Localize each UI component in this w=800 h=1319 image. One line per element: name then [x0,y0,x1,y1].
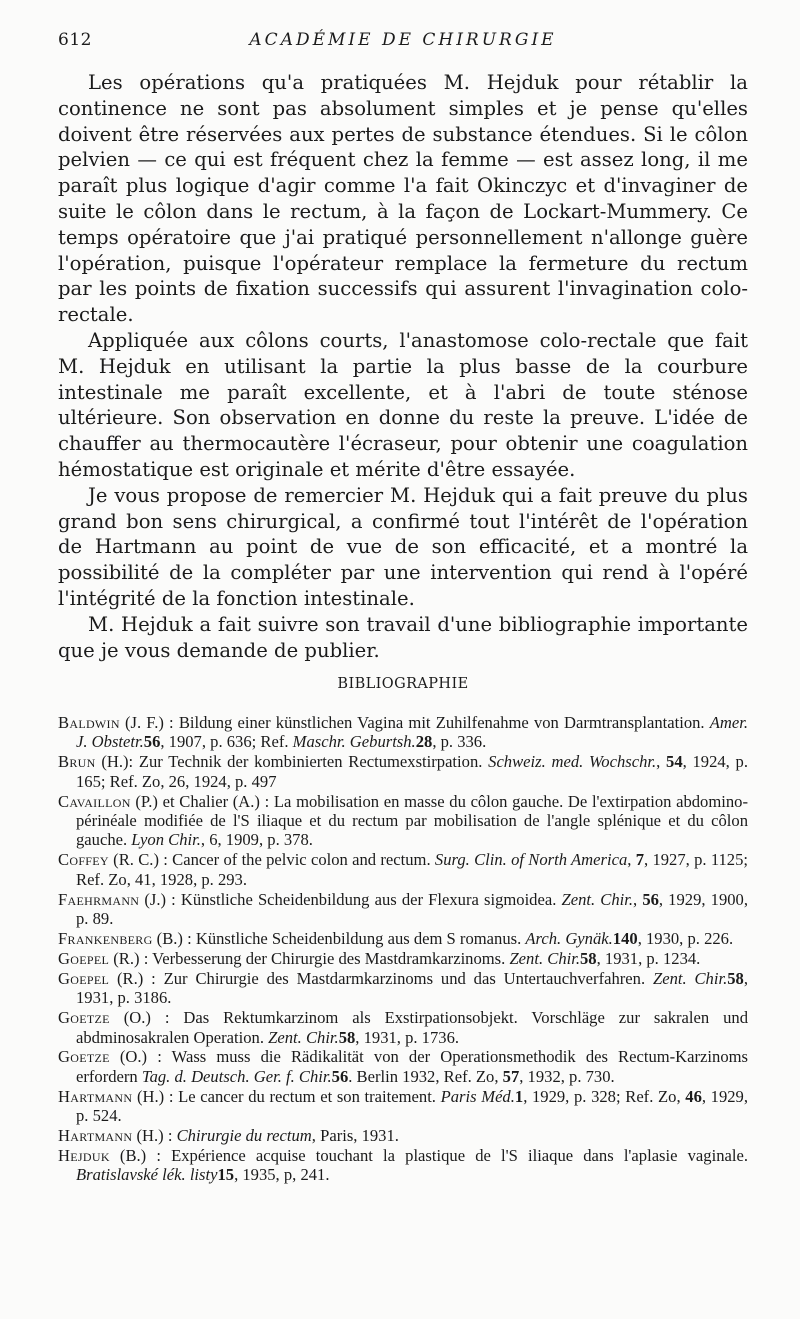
bib-author: Goepel [58,968,110,988]
bib-text: (J.) : Künstliche Scheidenbildung aus der Flexura sigmoidea. [139,889,562,909]
bibliography-entry [58,929,748,948]
bibliography-entry [58,713,748,752]
bib-text: , [633,889,643,909]
header-title: ACADÉMIE DE CHIRURGIE [249,30,557,50]
bib-author: Goepel [58,948,110,968]
bib-text: (H.) : Le cancer du rectum et son traitement. [132,1086,441,1106]
bib-text: , 1930, p. 226. [637,928,734,948]
bib-journal: Lyon Chir. [131,830,201,850]
page-number: 612 [58,30,92,50]
bib-volume: 58 [727,968,744,988]
bibliography-entry [58,1008,748,1047]
bib-journal: Zent. Chir. [509,948,580,968]
bibliography-heading: BIBLIOGRAPHIE [337,676,469,692]
bib-text: , [656,752,667,772]
bib-volume: 58 [580,948,597,968]
bib-volume: 28 [415,732,433,752]
bibliography-entry [58,1126,748,1145]
bib-text: , 1931, p. 1736. [355,1027,460,1047]
bib-author: Coffey [58,850,109,870]
bib-volume: 58 [338,1027,356,1047]
bib-volume: 56 [143,732,161,752]
bib-journal: Amer. J. Obstetr. [76,713,748,752]
bib-text: , 1935, p, 241. [234,1165,330,1185]
bib-journal: Zent. Chir. [268,1027,339,1047]
bib-text: , Paris, 1931. [311,1126,399,1146]
bibliography-entry [58,949,748,968]
bib-volume: 57 [502,1066,520,1086]
bibliography-entry [58,969,748,1008]
bib-volume: 54 [666,752,683,772]
bib-text: , 1927, p. 1125; Ref. Zo, 41, 1928, p. 293. [76,850,749,889]
bib-text: , 1929, p. 524. [76,1086,749,1126]
bib-text: (R.) : Zur Chirurgie des Mastdarmkarzinoms und das Untertauchverfahren. [109,968,653,988]
bib-text: (H.) : [132,1126,177,1146]
bibliography-entry [58,890,748,929]
bib-journal: Schweiz. med. Wochschr. [488,752,657,772]
bib-text: (O.) : Das Rektumkarzinom als Exstirpationsobjekt. Vorschläge zur sakralen und abdminosakralen Operation. [76,1008,748,1047]
paragraph: M. Hejduk a fait suivre son travail d'une bibliographie importante que je vous demande de publier. [58,612,748,662]
bib-journal: Zent. Chir. [561,889,634,909]
bib-author: Goetze [58,1008,110,1028]
bib-text: , 1931, p. 3186. [76,968,748,1008]
bib-journal: Paris Méd. [440,1086,515,1106]
bibliography-list [58,713,748,1185]
bib-volume: 7 [635,850,645,870]
bib-journal: Zent. Chir. [652,968,728,988]
bib-author: Cavaillon [58,791,131,811]
bibliography-entry [58,752,748,791]
bib-author: Frankenberg [58,928,153,948]
bib-author: Faehrmann [58,889,140,909]
bib-text: , 1907, p. 636; Ref. [160,732,293,752]
bib-journal: Chirurgie du rectum [176,1126,312,1146]
bib-author: Baldwin [58,713,120,732]
bib-text: , 1932, p. 730. [519,1066,615,1086]
bib-text: (H.): Zur Technik der kombinierten Rectumexstirpation. [95,752,489,772]
paragraph: Les opérations qu'a pratiquées M. Hejduk pour rétablir la continence ne sont pas absolument simples et je pense qu'elles doivent être réservées aux pertes de substance étendues. Si le côlon pelvien — ce qui est fréquent chez la femme — est assez long, il me paraît plus logique d'agir comme l'a fait Okinczyc et d'invaginer de suite le côlon dans le rectum, à la façon de Lockart-Mummery. Ce temps opératoire que j'ai pratiqué personnellement n'allonge guère l'opération, puisque l'opérateur remplace la fermeture du rectum par les points de fixation successifs qui assurent l'invagination colo-rectale. [58,71,748,327]
bib-text: . Berlin 1932, Ref. Zo, [348,1066,503,1086]
bib-volume: 56 [642,889,659,909]
bib-journal: Arch. Gynäk. [525,928,613,948]
bib-author: Goetze [58,1047,110,1067]
bib-text: (B.) : Expérience acquise touchant la plastique de l'S iliaque dans l'aplasie vaginale. [109,1145,748,1165]
bibliography-entry [58,850,748,889]
bib-text: (R. C.) : Cancer of the pelvic colon and rectum. [108,850,435,870]
bib-text: (P.) et Chalier (A.) : La mobilisation en masse du côlon gauche. De l'extirpation abdomino-périnéale modifiée de l'S iliaque et du rectum par mobilisation de l'angle splénique et du côlon gauche. [76,791,748,850]
bib-volume: 140 [612,928,638,948]
bib-journal: Surg. Clin. of North America [434,850,628,870]
bib-author: Brun [58,752,96,772]
bib-text: , 1924, p. 165; Ref. Zo, 26, 1924, p. 497 [76,752,748,791]
bibliography-entry [58,1047,748,1086]
bib-text: (B.) : Künstliche Scheidenbildung aus dem S romanus. [152,928,526,948]
bib-text: , 1931, p. 1234. [596,948,701,968]
bibliography-entry [58,792,748,850]
bib-volume: 56 [331,1066,349,1086]
bib-text: (J. F.) : Bildung einer künstlichen Vagina mit Zuhilfenahme von Darmtransplantation. [119,713,710,732]
bib-text: (O.) : Wass muss die Rädikalität von der Operationsmethodik des Rectum-Karzinoms erfordern [76,1047,748,1086]
bibliography-entry [58,1087,748,1126]
paragraph: Je vous propose de remercier M. Hejduk qui a fait preuve du plus grand bon sens chirurgical, a confirmé tout l'intérêt de l'opération de Hartmann au point de vue de son efficacité, et a montré la possibilité de la compléter par une intervention qui rend à l'opéré l'intégrité de la fonction intestinale. [58,483,748,610]
bib-text: (R.) : Verbesserung der Chirurgie des Mastdramkarzinoms. [109,948,510,968]
bib-volume: 15 [217,1165,235,1185]
bib-text: , 6, 1909, p. 378. [200,830,313,850]
bibliography-entry [58,1146,748,1185]
bib-text: , [627,850,636,870]
bib-journal: Bratislavské lék. listy [76,1165,218,1185]
bib-author: Hartmann [58,1126,133,1146]
bib-author: Hartmann [58,1086,133,1106]
bib-text: , 1929, 1900, p. 89. [76,889,748,929]
body-text [58,70,748,663]
paragraph: Appliquée aux côlons courts, l'anastomose colo-rectale que fait M. Hejduk en utilisant la partie la plus basse de la courbure intestinale me paraît excellente, et à l'abri de toute sténose ultérieure. Son observation en donne du reste la preuve. L'idée de chauffer au thermocautère l'écraseur, pour obtenir une coagulation hémostatique est originale et mérite d'être essayée. [58,328,748,481]
bib-journal: Maschr. Geburtsh. [292,732,416,752]
bib-volume: 46 [685,1086,702,1106]
bib-text: , 1929, p. 328; Ref. Zo, [523,1086,686,1106]
bib-volume: 1 [514,1086,524,1106]
bib-author: Hejduk [58,1145,110,1165]
running-head [58,30,748,56]
bib-journal: Tag. d. Deutsch. Ger. f. Chir. [141,1066,332,1086]
bib-text: , p. 336. [432,732,487,752]
